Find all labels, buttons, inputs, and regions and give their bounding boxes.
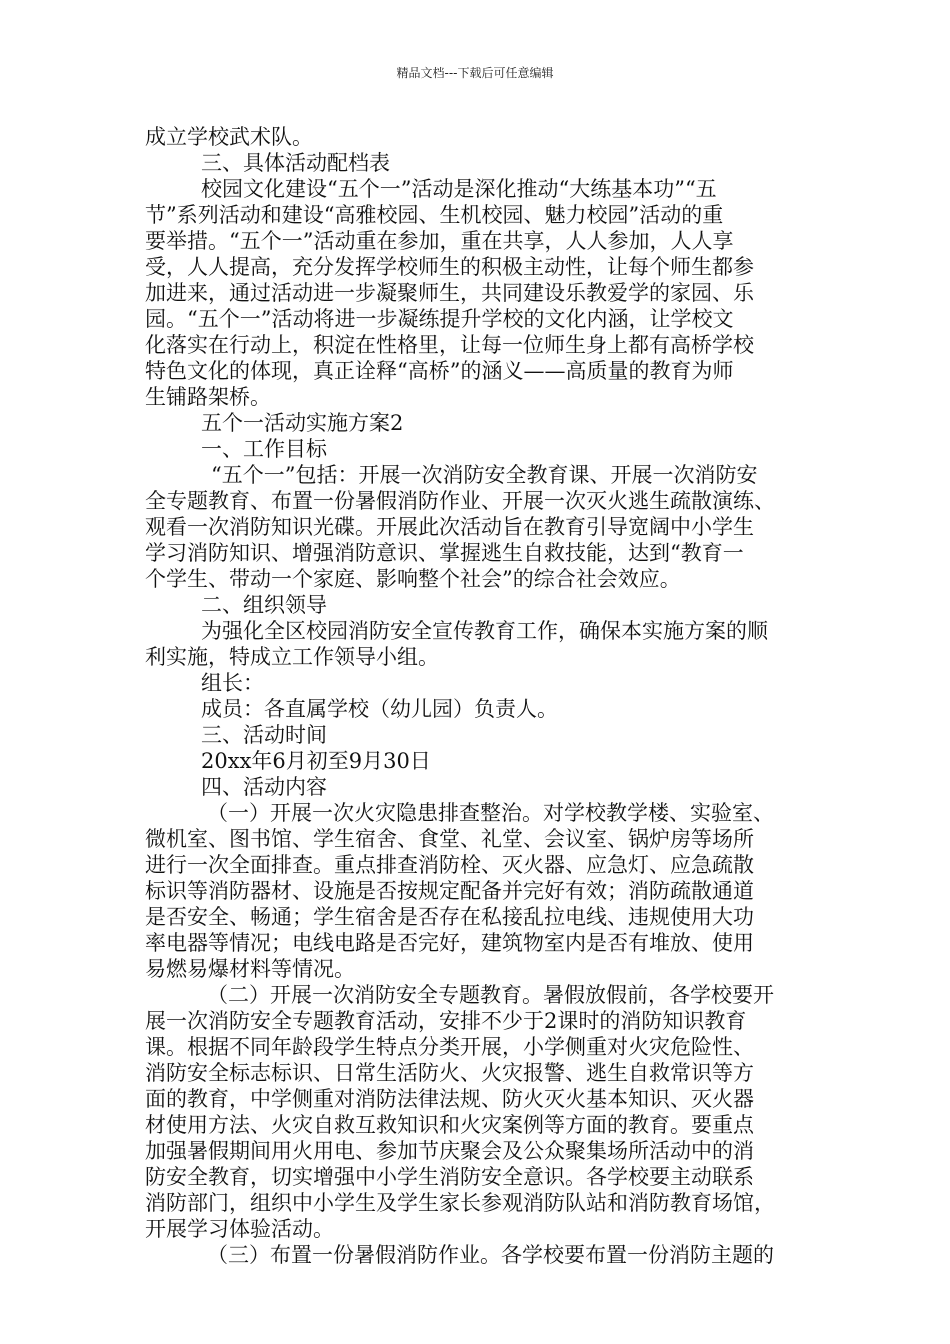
body-line: 是否安全、畅通；学生宿舍是否存在私接乱拉电线、违规使用大功 xyxy=(145,905,754,929)
body-line: 生铺路架桥。 xyxy=(145,385,271,409)
body-line: 受，人人提高，充分发挥学校师生的积极主动性，让每个师生都参 xyxy=(145,255,754,279)
body-line: 成立学校武术队。 xyxy=(145,125,313,149)
body-line: 课。根据不同年龄段学生特点分类开展，小学侧重对火灾危险性、 xyxy=(145,1035,754,1059)
body-line: 加强暑假期间用火用电、参加节庆聚会及公众聚集场所活动中的消 xyxy=(145,1139,754,1163)
page-header: 精品文档---下载后可任意编辑 xyxy=(396,66,554,80)
body-line: 全专题教育、布置一份暑假消防作业、开展一次灭火逃生疏散演练、 xyxy=(145,489,775,513)
body-line: 学习消防知识、增强消防意识、掌握逃生自救技能，达到“教育一 xyxy=(145,541,744,565)
section-heading: 四、活动内容 xyxy=(201,775,327,799)
body-line: 特色文化的体现，真正诠释“高桥”的涵义——高质量的教育为师 xyxy=(145,359,734,383)
body-line: 标识等消防器材、设施是否按规定配备并完好有效；消防疏散通道 xyxy=(145,879,754,903)
body-line: 易燃易爆材料等情况。 xyxy=(145,957,355,981)
body-line: 微机室、图书馆、学生宿舍、食堂、礼堂、会议室、锅炉房等场所 xyxy=(145,827,754,851)
body-line: 为强化全区校园消防安全宣传教育工作，确保本实施方案的顺 xyxy=(201,619,768,643)
body-line: 组长： xyxy=(201,671,264,695)
body-line: “五个一”包括：开展一次消防安全教育课、开展一次消防安 xyxy=(211,463,758,487)
document-body xyxy=(145,124,815,1268)
body-line: 进行一次全面排查。重点排查消防栓、灭火器、应急灯、应急疏散 xyxy=(145,853,754,877)
body-line: 利实施，特成立工作领导小组。 xyxy=(145,645,439,669)
body-line: 防安全教育，切实增强中小学生消防安全意识。各学校要主动联系 xyxy=(145,1165,754,1189)
body-line: 节”系列活动和建设“高雅校园、生机校园、魅力校园”活动的重 xyxy=(145,203,724,227)
body-line: （一）开展一次火灾隐患排查整治。对学校教学楼、实验室、 xyxy=(207,801,774,825)
body-line: 化落实在行动上，积淀在性格里，让每一位师生身上都有高桥学校 xyxy=(145,333,754,357)
section-heading: 三、活动时间 xyxy=(201,723,327,747)
body-line: （三）布置一份暑假消防作业。各学校要布置一份消防主题的 xyxy=(207,1243,774,1267)
body-line: 消防安全标志标识、日常生活防火、火灾报警、逃生自救常识等方 xyxy=(145,1061,754,1085)
body-line: 个学生、带动一个家庭、影响整个社会”的综合社会效应。 xyxy=(145,567,681,591)
body-line: 园。“五个一”活动将进一步凝练提升学校的文化内涵，让学校文 xyxy=(145,307,734,331)
body-line: 消防部门，组织中小学生及学生家长参观消防队站和消防教育场馆， xyxy=(145,1191,775,1215)
body-line: 加进来，通过活动进一步凝聚师生，共同建设乐教爱学的家园、乐 xyxy=(145,281,754,305)
body-line: 要举措。“五个一”活动重在参加，重在共享，人人参加，人人享 xyxy=(145,229,734,253)
body-line: 面的教育，中学侧重对消防法律法规、防火灭火基本知识、灭火器 xyxy=(145,1087,754,1111)
plan-title: 五个一活动实施方案2 xyxy=(201,411,404,435)
section-heading: 二、组织领导 xyxy=(201,593,327,617)
body-line: 率电器等情况；电线电路是否完好，建筑物室内是否有堆放、使用 xyxy=(145,931,754,955)
section-heading: 一、工作目标 xyxy=(201,437,327,461)
body-line: （二）开展一次消防安全专题教育。暑假放假前，各学校要开 xyxy=(207,983,774,1007)
body-line: 20xx年6月初至9月30日 xyxy=(201,749,431,773)
body-line: 材使用方法、火灾自救互救知识和火灾案例等方面的教育。要重点 xyxy=(145,1113,754,1137)
body-line: 校园文化建设“五个一”活动是深化推动“大练基本功”“五 xyxy=(201,177,717,201)
body-line: 展一次消防安全专题教育活动，安排不少于2课时的消防知识教育 xyxy=(145,1009,747,1033)
section-heading: 三、具体活动配档表 xyxy=(201,151,390,175)
body-line: 观看一次消防知识光碟。开展此次活动旨在教育引导宽阔中小学生 xyxy=(145,515,754,539)
body-line: 开展学习体验活动。 xyxy=(145,1217,334,1241)
body-line: 成员：各直属学校（幼儿园）负责人。 xyxy=(201,697,558,721)
